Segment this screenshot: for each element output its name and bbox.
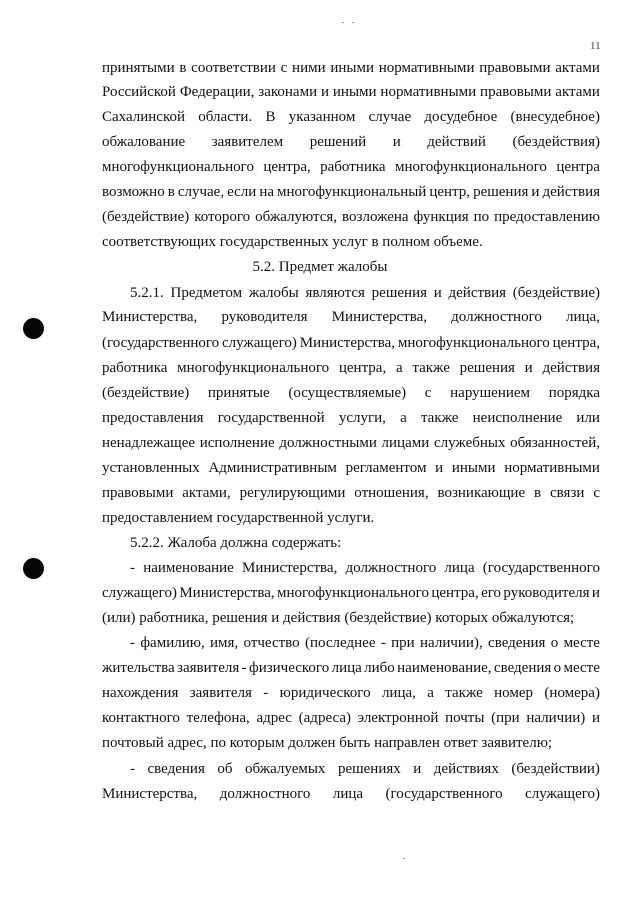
word: - [380, 635, 386, 651]
word: центра, [431, 585, 479, 601]
word: Административным [208, 460, 337, 476]
word: и [392, 134, 401, 150]
text-line [102, 656, 600, 680]
word: - [130, 761, 135, 777]
word: руководителя [503, 585, 590, 601]
word: Сахалинской [102, 109, 186, 125]
word: сведения [147, 761, 205, 777]
word: также [420, 410, 459, 426]
word: наличии), [420, 635, 483, 651]
word: правовыми [479, 60, 551, 76]
word: адрес [256, 710, 292, 726]
word: регулирующими [239, 485, 346, 501]
word: исполнение [199, 435, 275, 451]
word: руководителя [221, 309, 308, 325]
word: соответствии [191, 60, 276, 76]
word: актами [555, 60, 600, 76]
scan-speck [403, 858, 405, 859]
word: возможно [102, 184, 165, 200]
word: многофункциональный [277, 184, 427, 200]
word: заявителя [189, 685, 252, 701]
word: принятыми [102, 60, 175, 76]
text-line [102, 205, 600, 229]
word: (государственного [482, 560, 600, 576]
word: нормативными [504, 460, 600, 476]
word: наличии) [526, 710, 586, 726]
text-line [102, 56, 600, 80]
word: об [217, 761, 233, 777]
word: действия [542, 184, 600, 200]
word: многофункционального [177, 360, 330, 376]
text-line [102, 381, 600, 405]
word: ними [292, 60, 326, 76]
text-line [102, 406, 600, 430]
word: или [576, 410, 600, 426]
word: установленных [102, 460, 200, 476]
text-line: 5.2.2. Жалоба должна содержать: [130, 535, 342, 551]
word: действия [448, 285, 507, 301]
text-line: предоставлением государственной услуги. [102, 510, 375, 526]
word: с [593, 485, 600, 501]
text-line: почтовый адрес, по которым должен быть направлен ответ заявителю; [102, 735, 553, 751]
word: лица, [566, 309, 600, 325]
word: - [130, 560, 135, 576]
word: ненадлежащее [102, 435, 196, 451]
word: также [412, 360, 450, 376]
text-line [130, 281, 600, 305]
word: лица [444, 560, 475, 576]
word: 5.2.1. [130, 285, 164, 301]
word: нарушением [450, 385, 531, 401]
word: и [591, 585, 600, 601]
word: государственной [217, 410, 325, 426]
word: (адреса) [298, 710, 351, 726]
word: (государственного [385, 786, 503, 802]
word: (бездействия) [512, 134, 600, 150]
word: возникающие [437, 485, 526, 501]
text-line [102, 431, 600, 455]
word: сведения [488, 635, 546, 651]
word: в [534, 485, 542, 501]
word: Министерства, [102, 786, 198, 802]
word: правовыми [102, 485, 174, 501]
word: и [531, 184, 540, 200]
word: (бездействие) [102, 209, 190, 225]
word: В [265, 109, 276, 125]
word: решений [309, 134, 367, 150]
word: Российской [102, 84, 176, 100]
word: физического [248, 660, 330, 676]
word: на [259, 184, 275, 200]
word: лица [331, 660, 362, 676]
word: наименование [143, 560, 234, 576]
word: юридического [279, 685, 371, 701]
word: номер [494, 685, 534, 701]
word: жительства [102, 660, 175, 676]
word: (при [491, 710, 520, 726]
word: должностного [451, 309, 542, 325]
word: иными [451, 460, 496, 476]
word: действий [427, 134, 486, 150]
text-line [102, 456, 600, 480]
word: жалобы [248, 285, 299, 301]
word: почты [445, 710, 485, 726]
text-line [102, 481, 600, 505]
word: области. [198, 109, 253, 125]
word: многофункционального [102, 159, 254, 175]
word: Министерства, [242, 560, 338, 576]
text-line [102, 305, 600, 329]
text-line [102, 80, 600, 104]
word: служащего) [102, 585, 177, 601]
word: принятые [207, 385, 270, 401]
word: в [167, 184, 175, 200]
text-line [130, 757, 600, 781]
text-line: (или) работника, решения и действия (бездействие) которых обжалуются; [102, 610, 575, 626]
word: (государственного [102, 335, 220, 351]
word: электронной [357, 710, 439, 726]
word: нахождения [102, 685, 179, 701]
word: порядка [548, 385, 600, 401]
word: лица, [381, 685, 416, 701]
word: заявителем [211, 134, 284, 150]
text-line [102, 105, 600, 129]
word: решениях [337, 761, 401, 777]
word: нормативными [378, 60, 475, 76]
word: и [433, 285, 442, 301]
word: являются [305, 285, 365, 301]
word: должностного [345, 560, 437, 576]
word: действиях [433, 761, 499, 777]
text-line [102, 681, 600, 705]
word: актами, [182, 485, 231, 501]
text-line [102, 155, 600, 179]
word: должностного [219, 786, 311, 802]
word: работника [102, 360, 168, 376]
word: (бездействие) [102, 385, 190, 401]
word: - [241, 660, 247, 676]
word: контактного [102, 710, 180, 726]
word: многофункционального [397, 335, 550, 351]
punch-hole-bottom [23, 558, 44, 579]
word: центра, [552, 335, 600, 351]
word: - [130, 635, 135, 651]
word: функция [413, 209, 469, 225]
word: и [413, 761, 422, 777]
text-line: соответствующих государственных услуг в полном объеме. [102, 234, 483, 250]
word: обжалование [102, 134, 186, 150]
word: регламентом [345, 460, 427, 476]
word: а [427, 685, 434, 701]
word: Министерства, [179, 585, 275, 601]
text-line [102, 782, 600, 806]
word: иными [332, 84, 377, 100]
word: по [473, 209, 490, 225]
word: досудебное [424, 109, 498, 125]
word: Министерства, [299, 335, 396, 351]
word: (номера) [544, 685, 600, 701]
word: указанном [288, 109, 356, 125]
word: которого [194, 209, 251, 225]
word: месте [563, 660, 600, 676]
word: центра [556, 159, 600, 175]
word: нормативными [380, 84, 477, 100]
word: многофункционального [277, 585, 429, 601]
word: лицами [381, 435, 430, 451]
word: должностными [279, 435, 377, 451]
text-line [102, 581, 600, 605]
word: фамилию, [140, 635, 205, 651]
word: а [395, 360, 403, 376]
word: телефона, [186, 710, 250, 726]
word: предоставления [102, 410, 204, 426]
word: с [424, 385, 432, 401]
word: возложена [342, 209, 409, 225]
word: если [227, 184, 257, 200]
word: (последнее [305, 635, 376, 651]
word: решения [473, 184, 529, 200]
word: месте [563, 635, 600, 651]
word: обжалуются, [255, 209, 338, 225]
word: имя, [210, 635, 239, 651]
word: о [550, 635, 559, 651]
word: случае, [177, 184, 225, 200]
word: в [179, 60, 187, 76]
word: служащего) [525, 786, 600, 802]
word: (внесудебное) [510, 109, 600, 125]
word: решения [371, 285, 427, 301]
text-line [102, 356, 600, 380]
word: и [320, 84, 330, 100]
word: правовыми [480, 84, 552, 100]
word: обязанностей, [510, 435, 600, 451]
text-line [102, 180, 600, 204]
word: о [553, 660, 562, 676]
word: решения [459, 360, 515, 376]
word: лица [332, 786, 364, 802]
section-heading: 5.2. Предмет жалобы [252, 259, 388, 275]
word: связи [550, 485, 585, 501]
word: либо [364, 660, 395, 676]
word: Министерства, [331, 309, 428, 325]
word: центра, [338, 360, 387, 376]
word: служащего) [221, 335, 297, 351]
word: и [435, 460, 444, 476]
word: его [481, 585, 502, 601]
word: законами [258, 84, 318, 100]
text-line [130, 556, 600, 580]
word: сведения [493, 660, 552, 676]
word: актами [555, 84, 600, 100]
word: (бездействии) [511, 761, 600, 777]
text-line [130, 631, 600, 655]
word: при [391, 635, 415, 651]
word: (осуществляемые) [288, 385, 407, 401]
word: отношения, [354, 485, 429, 501]
page-number: 11 [590, 40, 601, 52]
word: иными [330, 60, 374, 76]
word: работника [320, 159, 386, 175]
text-line [102, 331, 600, 355]
word: случае [368, 109, 412, 125]
word: (бездействие) [512, 285, 600, 301]
word: услуги, [338, 410, 386, 426]
word: отчество [243, 635, 300, 651]
word: Министерства, [102, 309, 198, 325]
word: многофункционального [394, 159, 547, 175]
word: с [280, 60, 288, 76]
word: также [445, 685, 483, 701]
scan-speck [352, 22, 354, 23]
word: действия [542, 360, 600, 376]
text-line [102, 130, 600, 154]
word: заявителя [177, 660, 240, 676]
word: предоставлению [494, 209, 600, 225]
word: и [591, 710, 600, 726]
word: неисполнение [472, 410, 563, 426]
word: обжалуемых [245, 761, 326, 777]
punch-hole-top [23, 318, 44, 339]
word: служебных [433, 435, 506, 451]
word: центр, [429, 184, 471, 200]
scan-speck [342, 22, 344, 23]
word: Федерации, [179, 84, 255, 100]
word: наименование, [397, 660, 492, 676]
word: центра, [263, 159, 311, 175]
word: Предметом [170, 285, 243, 301]
text-line [102, 706, 600, 730]
word: и [524, 360, 533, 376]
word: а [400, 410, 407, 426]
word: - [263, 685, 269, 701]
